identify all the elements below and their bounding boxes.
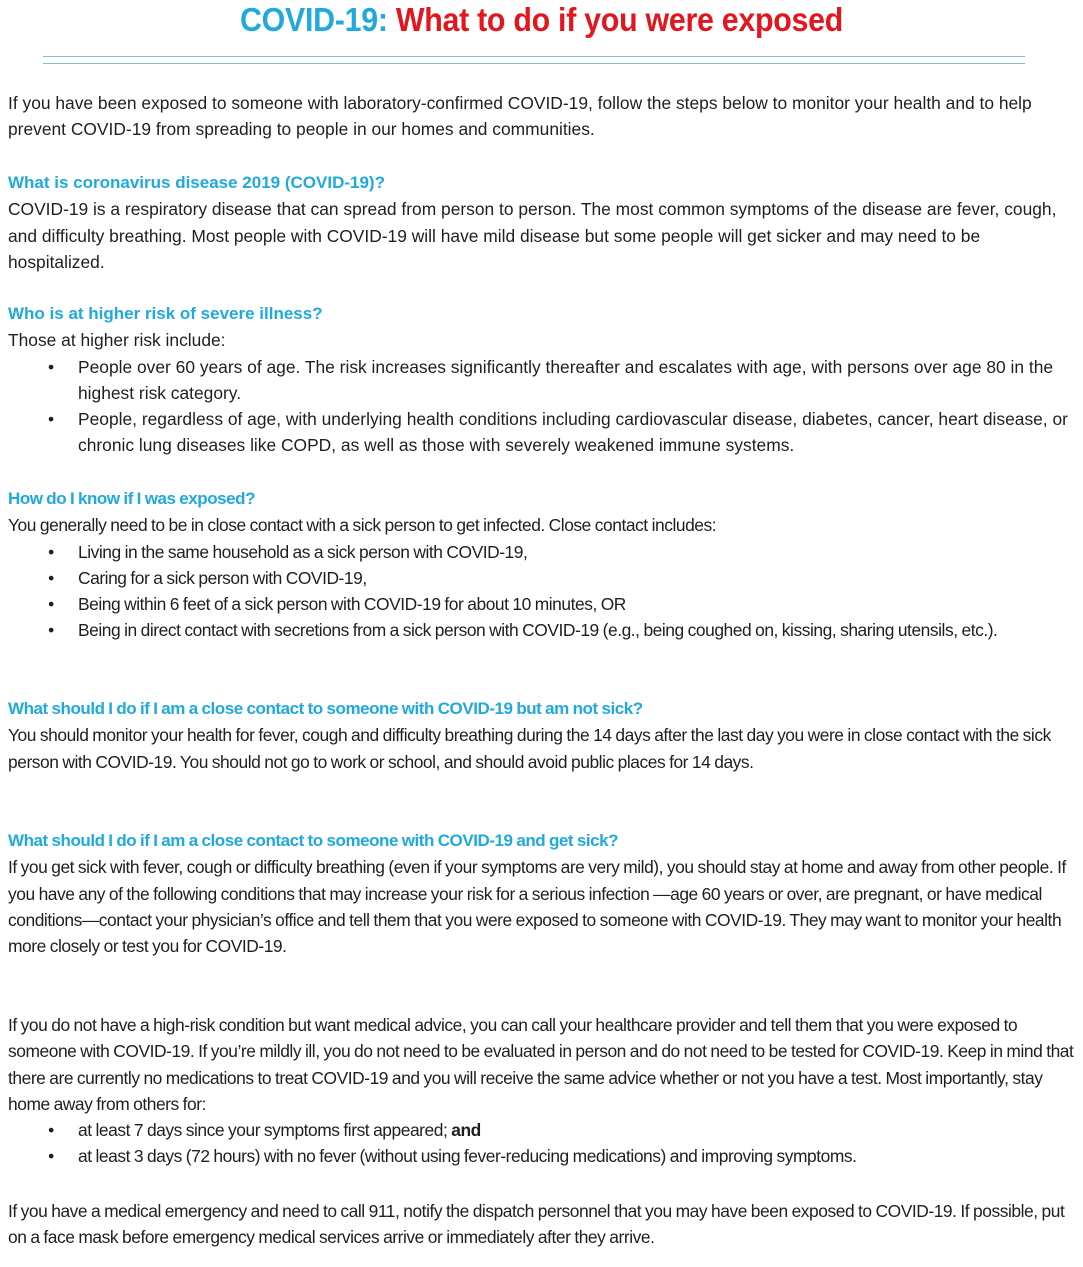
section-body: If you get sick with fever, cough or difficulty breathing (even if your symptoms are very mild), you should stay at home and away from other people. If you have any of the following conditions that may increase your risk for a serious infection —age 60 years or over, are pregnant, or have medical conditions—contact your physician’s office and tell them that you were exposed to someone with COVID-19. They may want to monitor your health more closely or test you for COVID-19. [8,857,1066,957]
stay-home-list [8,1117,1076,1170]
bullet-icon: • [48,594,54,615]
list-item [8,1117,1076,1143]
advice-block [8,1012,1076,1170]
emergency-block [8,1198,1076,1251]
list-item [8,565,1076,591]
section-body: You should monitor your health for fever, cough and difficulty breathing during the 14 days after the last day you were in close contact with the sick person with COVID-19. You should not go to work or school, and should avoid public places for 14 days. [8,725,1051,772]
list-item [8,1143,1076,1169]
bullet-icon: • [47,409,55,430]
section-close-contact-sick [8,828,1076,959]
list-item [8,617,1076,643]
title-prefix: COVID-19: [239,1,388,38]
emergency-paragraph: If you have a medical emergency and need to call 911, notify the dispatch personnel that you may have been exposed to COVID-19. If possible, put on a face mask before emergency medical services arrive or immediately after they arrive. [8,1201,1065,1248]
risk-list [8,354,1076,459]
section-close-contact-not-sick [8,696,1076,775]
bullet-icon: • [48,1146,54,1167]
list-item [8,539,1076,565]
bullet-icon: • [48,567,54,588]
close-contact-list [8,539,1076,644]
bullet-icon: • [48,620,54,641]
title-main: What to do if you were exposed [395,1,844,38]
title-divider-bottom [43,63,1025,64]
section-how-exposed [8,486,1076,644]
intro-block [8,90,1076,143]
list-item [8,406,1076,459]
list-item-emphasis: and [451,1120,481,1141]
list-item-text: Being in direct contact with secretions from a sick person with COVID-19 (e.g., being coughed on, kissing, sharing utensils, etc.). [78,620,998,641]
section-heading: What is coronavirus disease 2019 (COVID-19)? [8,173,385,192]
list-item [8,591,1076,617]
bullet-icon: • [48,1120,54,1141]
page-title [43,0,1039,40]
section-higher-risk [8,301,1076,459]
section-heading: How do I know if I was exposed? [8,489,256,508]
bullet-icon: • [47,356,55,377]
list-item-text: People, regardless of age, with underlying health conditions including cardiovascular disease, diabetes, cancer, heart disease, or chronic lung diseases like COPD, as well as those with severely weakened immune systems. [78,409,1068,456]
section-heading: What should I do if I am a close contact to someone with COVID-19 but am not sick? [8,699,643,718]
list-item-text: People over 60 years of age. The risk increases significantly thereafter and escalates with age, with persons over age 80 in the highest risk category. [78,356,1054,403]
list-item-text: Being within 6 feet of a sick person with COVID-19 for about 10 minutes, OR [78,594,626,615]
list-item-text: at least 7 days since your symptoms first appeared; [78,1120,452,1141]
section-what-is-covid [8,170,1076,275]
title-divider-top [43,56,1025,57]
section-heading: Who is at higher risk of severe illness? [8,304,323,323]
section-body: Those at higher risk include: [8,330,226,351]
bullet-icon: • [48,541,54,562]
advice-paragraph: If you do not have a high-risk condition but want medical advice, you can call your healthcare provider and tell them that you were exposed to someone with COVID-19. If you’re mildly ill, you do not need to be evaluated in person and do not need to be tested for COVID-19. Keep in mind that there are currently no medications to treat COVID-19 and you will receive the same advice whether or not you have a test. Most importantly, stay home away from others for: [8,1015,1074,1114]
intro-paragraph: If you have been exposed to someone with laboratory-confirmed COVID-19, follow the steps below to monitor your health and to help prevent COVID-19 from spreading to people in our homes and communities. [8,93,1032,140]
section-body: COVID-19 is a respiratory disease that can spread from person to person. The most common symptoms of the disease are fever, cough, and difficulty breathing. Most people with COVID-19 will have mild disease but some people will get sicker and may need to be hospitalized. [8,199,1057,272]
list-item-text: at least 3 days (72 hours) with no fever (without using fever-reducing medications) and improving symptoms. [78,1146,857,1167]
list-item-text: Caring for a sick person with COVID-19, [78,567,367,588]
list-item [8,354,1076,407]
section-body: You generally need to be in close contact with a sick person to get infected. Close contact includes: [8,515,717,536]
section-heading: What should I do if I am a close contact to someone with COVID-19 and get sick? [8,831,619,850]
list-item-text: Living in the same household as a sick person with COVID-19, [78,541,528,562]
